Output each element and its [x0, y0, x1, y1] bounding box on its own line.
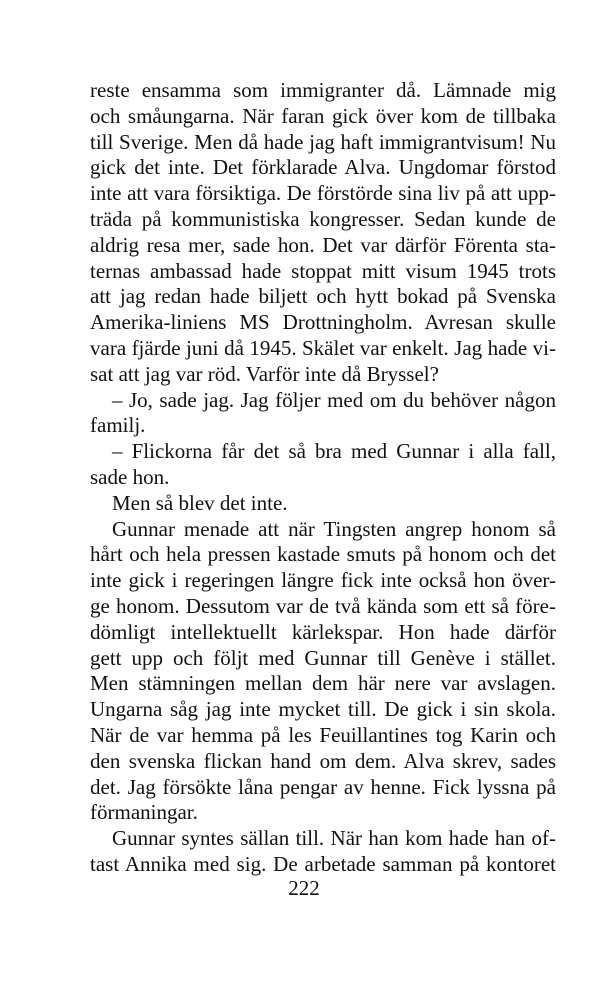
text-line: ternas ambassad hade stoppat mitt visum 1945 trots: [90, 258, 556, 283]
text-line: det. Jag försökte låna pengar av henne. Fick lyssna på: [90, 774, 556, 799]
text-line: att jag redan hade biljett och hytt bokad på Svenska: [90, 284, 556, 309]
text-line: När de var hemma på les Feuillantines tog Karin och: [90, 722, 556, 747]
text-line: till Sverige. Men då hade jag haft immigrantvisum! Nu: [90, 129, 556, 154]
text-line: sat att jag var röd. Varför inte då Bryssel?: [90, 361, 439, 386]
text-line: hårt och hela pressen kastade smuts på honom och det: [90, 542, 556, 567]
text-line: Ungarna såg jag inte mycket till. De gick i sin skola.: [90, 697, 556, 722]
body-text: [90, 78, 556, 878]
text-line: Gunnar menade att när Tingsten angrep honom så: [112, 516, 556, 541]
text-line: ge honom. Dessutom var de två kända som ett så före-: [90, 593, 556, 618]
text-line: inte att vara försiktiga. De förstörde sina liv på att upp-: [90, 181, 556, 206]
text-line: – Flickorna får det så bra med Gunnar i alla fall,: [112, 439, 556, 464]
text-line: aldrig resa mer, sade hon. Det var därför Förenta sta-: [90, 232, 556, 257]
text-line: Gunnar syntes sällan till. När han kom hade han of-: [112, 826, 556, 851]
text-line: dömligt intellektuellt kärlekspar. Hon hade därför: [90, 619, 556, 644]
text-line: Men så blev det inte.: [112, 490, 288, 515]
text-line: och småungarna. När faran gick över kom de tillbaka: [90, 103, 556, 128]
page-number: 222: [288, 876, 320, 900]
text-line: tast Annika med sig. De arbetade samman på kontoret: [90, 851, 556, 876]
text-line: den svenska flickan hand om dem. Alva skrev, sades: [90, 748, 556, 773]
text-line: gick det inte. Det förklarade Alva. Ungdomar förstod: [90, 155, 556, 180]
text-line: Men stämningen mellan dem här nere var avslagen.: [90, 671, 556, 696]
text-line: familj.: [90, 413, 146, 438]
text-line: – Jo, sade jag. Jag följer med om du behöver någon: [112, 387, 556, 412]
text-line: vara fjärde juni då 1945. Skälet var enkelt. Jag hade vi-: [90, 335, 556, 360]
text-line: inte gick i regeringen längre fick inte också hon över-: [90, 568, 556, 593]
text-line: förmaningar.: [90, 800, 198, 825]
text-line: sade hon.: [90, 464, 170, 489]
text-line: Amerika-liniens MS Drottningholm. Avresan skulle: [90, 310, 556, 335]
text-line: träda på kommunistiska kongresser. Sedan kunde de: [90, 206, 556, 231]
text-line: gett upp och följt med Gunnar till Genève i stället.: [90, 645, 556, 670]
text-line: reste ensamma som immigranter då. Lämnade mig: [90, 78, 556, 102]
